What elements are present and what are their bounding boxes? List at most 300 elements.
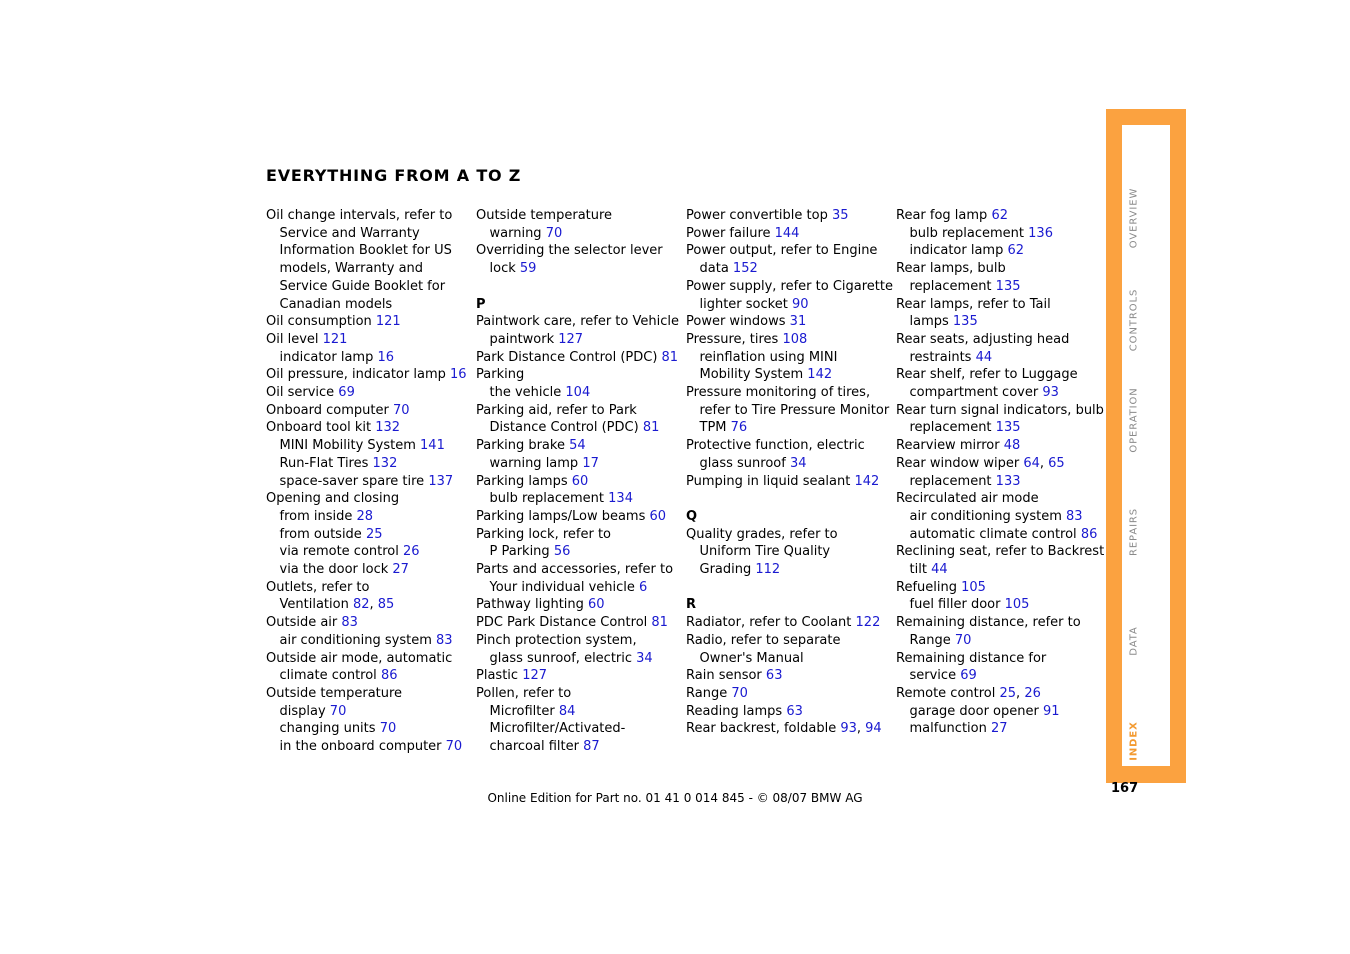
entry-text: Your individual vehicle: [489, 579, 640, 595]
entry-text: the vehicle: [489, 385, 566, 401]
page-link[interactable]: 60: [571, 473, 589, 489]
page-link[interactable]: 81: [661, 349, 679, 365]
page-link[interactable]: 26: [403, 544, 420, 560]
entry-text: Microfilter/Activated-: [489, 721, 626, 737]
entry-text: Power output, refer to Engine: [686, 243, 878, 259]
page-link[interactable]: 135: [995, 278, 1021, 294]
index-entry: [896, 349, 1101, 367]
page-link[interactable]: 87: [583, 739, 600, 755]
index-entry: [686, 278, 891, 296]
index-entry: [476, 419, 681, 437]
entry-text: Park Distance Control (PDC): [476, 349, 662, 365]
page-link[interactable]: 127: [522, 668, 548, 684]
entry-text: Oil level: [266, 331, 323, 347]
entry-text: lamps: [909, 314, 953, 330]
entry-text: automatic climate control: [909, 526, 1081, 542]
index-entry: [686, 473, 891, 491]
page-link[interactable]: 93: [840, 721, 857, 737]
spacer: [476, 278, 681, 296]
page-link[interactable]: 70: [545, 225, 563, 241]
entry-text: Pollen, refer to: [476, 685, 572, 701]
index-entry: [266, 349, 471, 367]
index-entry: [686, 455, 891, 473]
entry-text: service: [909, 668, 961, 684]
index-entry: [686, 650, 891, 668]
entry-text: P: [476, 296, 486, 312]
index-entry: [896, 579, 1101, 597]
entry-text: Radio, refer to separate: [686, 632, 841, 648]
page-link[interactable]: 83: [1066, 508, 1083, 524]
entry-text: Rearview mirror: [896, 438, 1004, 454]
index-entry: [476, 561, 681, 579]
entry-text: models, Warranty and: [279, 261, 424, 277]
entry-text: refer to Tire Pressure Monitor: [699, 402, 890, 418]
page-link[interactable]: 59: [519, 261, 537, 277]
page-number: 167: [1111, 781, 1139, 796]
entry-text: lock: [489, 261, 520, 277]
index-entry: [476, 473, 681, 491]
entry-text: Quality grades, refer to: [686, 526, 838, 542]
page-link[interactable]: 26: [1024, 685, 1041, 701]
page-link[interactable]: 85: [377, 597, 395, 613]
page-link[interactable]: 62: [991, 208, 1008, 223]
entry-text: Oil consumption: [266, 314, 376, 330]
entry-text: Outside air: [266, 615, 342, 631]
index-column-4: [896, 207, 1105, 738]
index-entry: [686, 242, 891, 260]
page-link[interactable]: 137: [428, 473, 454, 489]
index-entry: [476, 242, 681, 260]
entry-text: Power convertible top: [686, 208, 832, 223]
index-entry: [896, 543, 1105, 561]
tab-controls[interactable]: CONTROLS: [1128, 288, 1140, 352]
index-entry: [686, 384, 891, 402]
entry-text: data: [699, 261, 733, 277]
index-entry: [476, 402, 681, 420]
page-link[interactable]: 70: [731, 685, 748, 701]
index-entry: [266, 614, 471, 632]
index-entry: [266, 260, 471, 278]
page-link[interactable]: 82: [352, 597, 370, 613]
page-link[interactable]: 25: [999, 685, 1017, 701]
index-entry: [686, 526, 891, 544]
entry-text: Parking brake: [476, 438, 570, 454]
index-entry: [476, 331, 681, 349]
index-entry: [266, 437, 471, 455]
page-link[interactable]: 34: [636, 650, 653, 666]
entry-text: Reading lamps: [686, 703, 787, 719]
entry-text: Rear turn signal indicators, bulb: [896, 402, 1104, 418]
page-link[interactable]: 31: [789, 314, 807, 330]
index-column-2: [476, 207, 681, 756]
index-entry: [896, 331, 1101, 349]
page-link[interactable]: 60: [649, 508, 667, 524]
entry-text: via remote control: [279, 544, 403, 560]
page-link[interactable]: 135: [952, 314, 978, 330]
entry-text: replacement: [909, 420, 996, 436]
entry-text: Q: [686, 508, 698, 524]
index-entry: [476, 508, 681, 526]
index-entry: [266, 366, 471, 384]
entry-text: tilt: [909, 562, 932, 578]
page-link[interactable]: 70: [954, 632, 972, 648]
entry-text: Overriding the selector lever: [476, 243, 663, 259]
entry-text: Service and Warranty: [279, 225, 420, 241]
entry-text: in the onboard computer: [279, 739, 446, 755]
entry-text: Service Guide Booklet for: [279, 278, 446, 294]
page-link[interactable]: 70: [392, 402, 410, 418]
entry-text: Onboard tool kit: [266, 420, 376, 436]
entry-text: replacement: [909, 278, 996, 294]
index-entry: [266, 313, 471, 331]
index-entry: [476, 207, 681, 225]
page-link[interactable]: 62: [1007, 243, 1025, 259]
tab-repairs[interactable]: REPAIRS: [1128, 507, 1140, 557]
entry-text: Parking lock, refer to: [476, 526, 611, 542]
page-link[interactable]: 112: [755, 562, 781, 578]
page-link[interactable]: 105: [961, 579, 986, 595]
letter-heading: [686, 596, 891, 614]
page-link[interactable]: 54: [569, 438, 586, 454]
index-entry: [896, 402, 1104, 420]
page-link[interactable]: 86: [380, 668, 398, 684]
page-link[interactable]: 81: [642, 420, 660, 436]
entry-text: bulb replacement: [909, 225, 1029, 241]
entry-text: TPM: [699, 420, 731, 436]
page-link[interactable]: 25: [365, 526, 383, 542]
page-link[interactable]: 104: [565, 385, 591, 401]
index-entry: [266, 738, 471, 756]
index-entry: [266, 720, 471, 738]
entry-text: Pumping in liquid sealant: [686, 473, 855, 489]
page-link[interactable]: 60: [588, 597, 605, 613]
page-link[interactable]: 142: [854, 473, 880, 489]
index-entry: [266, 703, 471, 721]
index-entry: [896, 632, 1101, 650]
index-entry: [896, 526, 1101, 544]
index-entry: [686, 703, 891, 721]
page-link[interactable]: 121: [322, 331, 348, 347]
tab-operation[interactable]: OPERATION: [1128, 387, 1140, 453]
index-entry: [686, 313, 891, 331]
page-link[interactable]: 133: [995, 473, 1021, 489]
entry-text: Power supply, refer to Cigarette: [686, 278, 893, 294]
tab-data[interactable]: DATA: [1128, 626, 1140, 656]
entry-text: Onboard computer: [266, 402, 393, 418]
entry-text: Opening and closing: [266, 491, 400, 507]
page-link[interactable]: 76: [730, 420, 748, 436]
page-link[interactable]: 105: [1004, 597, 1030, 613]
entry-text: Information Booklet for US: [279, 243, 452, 259]
index-entry: [686, 561, 891, 579]
entry-text: Mobility System: [699, 367, 808, 383]
entry-text: P Parking: [489, 544, 554, 560]
entry-text: Outside temperature: [266, 685, 403, 701]
page-link[interactable]: 91: [1042, 703, 1060, 719]
index-entry: [266, 473, 471, 491]
page-link[interactable]: 48: [1003, 438, 1021, 454]
page-link[interactable]: 69: [960, 668, 977, 684]
entry-text: Parking lamps/Low beams: [476, 508, 650, 524]
entry-text: Microfilter: [489, 703, 559, 719]
index-entry: [896, 508, 1101, 526]
page-link[interactable]: 132: [375, 420, 401, 436]
entry-text: Oil service: [266, 385, 339, 401]
entry-text: Outlets, refer to: [266, 579, 370, 595]
index-entry: [476, 543, 681, 561]
page-link[interactable]: 16: [377, 349, 395, 365]
entry-text: fuel filler door: [909, 597, 1005, 613]
index-entry: [476, 614, 681, 632]
entry-text: PDC Park Distance Control: [476, 615, 652, 631]
index-entry: [896, 207, 1101, 225]
entry-text: Rear seats, adjusting head: [896, 331, 1070, 347]
entry-text: changing units: [279, 721, 380, 737]
letter-heading: [476, 296, 681, 314]
index-entry: [896, 650, 1101, 668]
index-entry: Remote control 25, 26: [896, 685, 1041, 701]
page-link[interactable]: 28: [356, 508, 374, 524]
index-entry: [266, 455, 471, 473]
index-entry: [686, 667, 891, 685]
tab-index[interactable]: INDEX: [1128, 721, 1140, 761]
entry-text: Range: [686, 685, 732, 701]
entry-text: R: [686, 597, 697, 613]
index-entry: [686, 331, 891, 349]
index-entry: [476, 366, 681, 384]
page-link[interactable]: 35: [831, 208, 849, 223]
page-link[interactable]: 84: [558, 703, 576, 719]
index-entry: [476, 225, 681, 243]
index-entry: Ventilation 82, 85: [279, 597, 395, 613]
index-entry: [476, 738, 681, 756]
page-link[interactable]: 17: [582, 455, 599, 471]
index-entry: [266, 242, 471, 260]
entry-text: Paintwork care, refer to Vehicle: [476, 314, 679, 330]
page-link[interactable]: 70: [329, 703, 347, 719]
index-entry: [266, 650, 471, 668]
index-entry: [476, 349, 681, 367]
page-link[interactable]: 83: [436, 632, 453, 648]
entry-text: bulb replacement: [489, 491, 609, 507]
page-link[interactable]: 134: [608, 491, 633, 507]
entry-text: Ventilation: [279, 597, 353, 613]
index-entry: [896, 225, 1101, 243]
entry-text: space-saver spare tire: [279, 473, 429, 489]
page-link[interactable]: 152: [732, 261, 758, 277]
index-entry: [266, 225, 471, 243]
index-entry: [686, 543, 891, 561]
entry-text: Parking lamps: [476, 473, 572, 489]
page-link[interactable]: 135: [995, 420, 1021, 436]
page-link[interactable]: 69: [338, 385, 355, 401]
page-link[interactable]: 108: [782, 331, 808, 347]
entry-text: Uniform Tire Quality: [699, 544, 831, 560]
entry-text: Owner's Manual: [699, 650, 804, 666]
entry-text: Oil pressure, indicator lamp: [266, 367, 450, 383]
index-entry: [266, 579, 471, 597]
index-entry: [266, 543, 471, 561]
page-link[interactable]: 132: [372, 455, 398, 471]
page-link[interactable]: 86: [1080, 526, 1098, 542]
page-link[interactable]: 144: [774, 225, 800, 241]
entry-text: air conditioning system: [279, 632, 437, 648]
index-entry: [266, 561, 471, 579]
page-link[interactable]: 56: [553, 544, 571, 560]
entry-text: via the door lock: [279, 562, 393, 578]
page-link[interactable]: 44: [975, 349, 993, 365]
entry-text: Distance Control (PDC): [489, 420, 643, 436]
index-entry: [266, 667, 471, 685]
page-link[interactable]: 70: [379, 721, 397, 737]
entry-text: Radiator, refer to Coolant: [686, 615, 856, 631]
index-entry: [686, 366, 891, 384]
entry-text: replacement: [909, 473, 996, 489]
entry-text: Parts and accessories, refer to: [476, 562, 674, 578]
entry-text: Rain sensor: [686, 668, 766, 684]
index-entry: [266, 508, 471, 526]
index-entry: [476, 632, 681, 650]
index-entry: [896, 384, 1101, 402]
page-link[interactable]: 93: [1042, 385, 1059, 401]
entry-text: Pressure, tires: [686, 331, 783, 347]
page-link[interactable]: 44: [931, 562, 948, 578]
index-entry: [686, 349, 891, 367]
page-link[interactable]: 64: [1023, 455, 1040, 471]
page-link[interactable]: 34: [789, 455, 807, 471]
index-entry: Rear backrest, foldable 93, 94: [686, 721, 882, 737]
entry-text: glass sunroof, electric: [489, 650, 637, 666]
index-entry: [896, 419, 1101, 437]
index-entry: [266, 685, 471, 703]
entry-text: Rear shelf, refer to Luggage: [896, 367, 1078, 383]
index-entry: [266, 296, 471, 314]
entry-text: Power failure: [686, 225, 775, 241]
footer-edition-note: Online Edition for Part no. 01 41 0 014 845 - © 08/07 BMW AG: [487, 791, 863, 805]
index-entry: [266, 402, 471, 420]
entry-text: Oil change intervals, refer to: [266, 208, 453, 223]
page-link[interactable]: 83: [341, 615, 358, 631]
index-entry: [686, 296, 891, 314]
entry-text: Plastic: [476, 668, 523, 684]
entry-text: Rear fog lamp: [896, 208, 992, 223]
entry-text: Parking aid, refer to Park: [476, 402, 637, 418]
entry-text: Pinch protection system,: [476, 632, 637, 648]
entry-text: garage door opener: [909, 703, 1043, 719]
entry-text: display: [279, 703, 330, 719]
entry-text: Protective function, electric: [686, 438, 865, 454]
entry-text: charcoal filter: [489, 739, 584, 755]
index-entry: [686, 419, 891, 437]
index-entry: [686, 614, 891, 632]
tab-overview[interactable]: OVERVIEW: [1128, 187, 1140, 249]
index-entry: [896, 703, 1101, 721]
entry-text: lighter socket: [699, 296, 792, 312]
page-link[interactable]: 27: [990, 721, 1008, 737]
index-entry: [266, 278, 471, 296]
index-entry: [896, 561, 1101, 579]
entry-text: paintwork: [489, 331, 559, 347]
index-entry: [896, 366, 1101, 384]
index-entry: [896, 490, 1101, 508]
entry-text: Outside temperature: [476, 208, 613, 223]
entry-text: reinflation using MINI: [699, 349, 838, 365]
index-entry: [476, 384, 681, 402]
entry-text: Run-Flat Tires: [279, 455, 373, 471]
index-entry: [266, 526, 471, 544]
page-link[interactable]: 90: [791, 296, 809, 312]
index-entry: [896, 614, 1101, 632]
entry-text: Refueling: [896, 579, 962, 595]
page-link[interactable]: 16: [450, 367, 467, 383]
entry-text: Reclining seat, refer to Backrest: [896, 544, 1105, 560]
index-entry: [476, 703, 681, 721]
entry-text: Pressure monitoring of tires,: [686, 385, 871, 401]
page-link[interactable]: 127: [558, 331, 584, 347]
entry-text: Grading: [699, 562, 756, 578]
index-entry: [476, 685, 681, 703]
index-entry: [686, 437, 891, 455]
page-link[interactable]: 65: [1048, 455, 1065, 471]
index-entry: [686, 685, 891, 703]
page-link[interactable]: 6: [639, 579, 648, 595]
entry-text: Canadian models: [279, 296, 393, 312]
index-entry: [896, 296, 1101, 314]
entry-text: Parking: [476, 367, 525, 383]
entry-text: Remote control: [896, 685, 1000, 701]
page-title: EVERYTHING FROM A TO Z: [266, 166, 522, 185]
index-entry: [266, 632, 471, 650]
page-link[interactable]: 27: [392, 562, 409, 578]
entry-text: from inside: [279, 508, 357, 524]
entry-text: Outside air mode, automatic: [266, 650, 453, 666]
index-column-3: [686, 207, 891, 738]
index-entry: [266, 384, 471, 402]
page-link[interactable]: 81: [651, 615, 668, 631]
page-link[interactable]: 122: [855, 615, 881, 631]
entry-text: compartment cover: [909, 385, 1043, 401]
spacer: [686, 579, 891, 597]
entry-text: Rear backrest, foldable: [686, 721, 841, 737]
page-link[interactable]: 94: [865, 721, 882, 737]
index-entry: [896, 667, 1101, 685]
entry-text: glass sunroof: [699, 455, 790, 471]
index-entry: [686, 260, 891, 278]
page-link[interactable]: 63: [765, 668, 783, 684]
entry-text: Pathway lighting: [476, 597, 589, 613]
page-link[interactable]: 121: [375, 314, 401, 330]
page-link[interactable]: 63: [786, 703, 803, 719]
index-entry: [476, 650, 681, 668]
entry-text: malfunction: [909, 721, 991, 737]
entry-text: air conditioning system: [909, 508, 1067, 524]
index-entry: [476, 313, 681, 331]
page-link[interactable]: 136: [1028, 225, 1053, 241]
page-link[interactable]: 70: [445, 739, 463, 755]
index-entry: [896, 473, 1101, 491]
entry-text: from outside: [279, 526, 366, 542]
index-entry: [896, 596, 1101, 614]
index-entry: [266, 419, 471, 437]
index-entry: [896, 313, 1101, 331]
entry-text: Rear lamps, bulb: [896, 261, 1006, 277]
index-entry: [476, 596, 681, 614]
page-link[interactable]: 141: [420, 438, 445, 454]
entry-text: warning lamp: [489, 455, 583, 471]
page-link[interactable]: 142: [807, 367, 833, 383]
index-entry: [686, 207, 891, 225]
index-entry: [266, 207, 471, 225]
